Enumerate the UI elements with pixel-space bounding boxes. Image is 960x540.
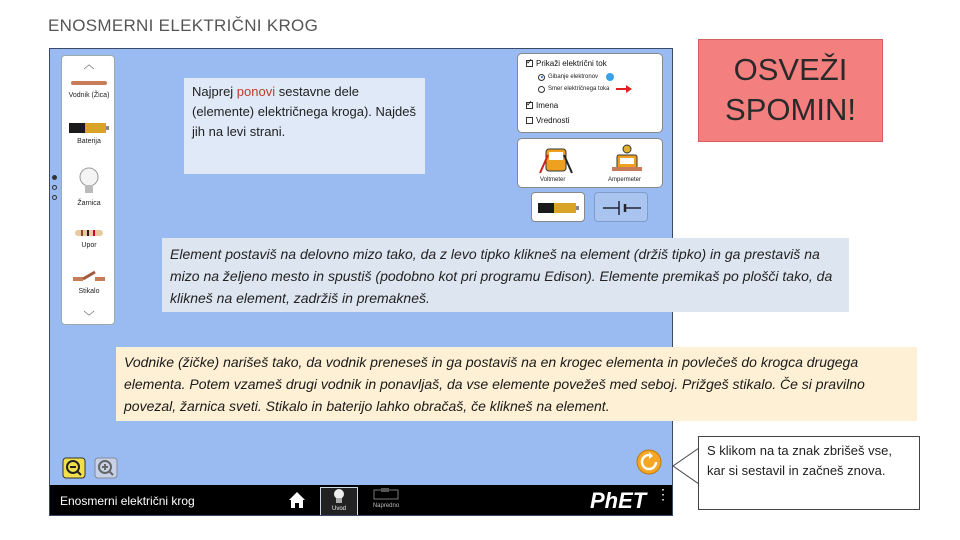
sim-title: Enosmerni električni krog <box>60 494 195 508</box>
toolbox-item-label: Upor <box>81 242 97 249</box>
electrons-radio[interactable] <box>538 72 615 82</box>
switch-icon <box>69 268 109 284</box>
toolbox-item-label: Vodnik (Žica) <box>68 92 110 99</box>
bulb-icon <box>332 488 346 504</box>
nav-tab-label: Uvod <box>331 506 346 512</box>
meters-panel <box>517 138 663 188</box>
toolbox-item-bulb[interactable] <box>62 166 116 207</box>
nav-tab-intro[interactable] <box>320 487 358 516</box>
toolbox-item-switch[interactable] <box>62 268 116 295</box>
voltmeter-icon[interactable] <box>538 145 574 175</box>
scroll-up-icon[interactable]: ︿ <box>83 59 95 71</box>
battery-icon <box>538 203 580 213</box>
page-dot[interactable] <box>52 185 57 190</box>
schematic-battery-icon <box>603 199 641 217</box>
toolbox-item-label: Stikalo <box>78 288 100 295</box>
instruction-components <box>184 78 425 174</box>
toolbox-item-resistor[interactable] <box>62 228 116 249</box>
checkbox-icon <box>526 102 533 109</box>
reset-instruction: S klikom na ta znak zbrišeš vse, kar si sestavil in začneš znova. <box>698 436 920 510</box>
toolbox-item-label: Baterija <box>77 138 101 145</box>
refresh-memory-banner: OSVEŽI SPOMIN! <box>698 39 883 142</box>
zoom-in-icon[interactable] <box>94 457 118 479</box>
scroll-down-icon[interactable]: ﹀ <box>83 311 95 323</box>
wire-icon <box>69 78 109 88</box>
radio-icon <box>538 86 545 93</box>
radio-icon <box>538 74 545 81</box>
resistor-icon <box>69 228 109 238</box>
names-label: Imena <box>536 101 559 110</box>
home-icon[interactable] <box>288 491 306 509</box>
ammeter-label: Ampermeter <box>608 177 642 183</box>
nav-tab-label: Napredno <box>372 503 400 509</box>
checkbox-icon <box>526 60 533 67</box>
show-current-label: Prikaži električni tok <box>536 59 607 68</box>
menu-icon[interactable]: ⋮ <box>656 486 670 502</box>
conventional-label: Smer električnega toka <box>548 86 610 92</box>
phet-logo <box>590 488 646 514</box>
toolbox-item-label: Žarnica <box>77 200 101 207</box>
slide-title: ENOSMERNI ELEKTRIČNI KROG <box>48 16 319 35</box>
toolbox-item-wire[interactable] <box>62 78 116 99</box>
carousel-page-dots[interactable] <box>52 175 57 205</box>
ammeter-icon[interactable] <box>612 143 642 175</box>
current-arrow-icon <box>616 85 632 93</box>
names-checkbox[interactable] <box>526 101 558 110</box>
instruction-wires: Vodnike (žičke) narišeš tako, da vodnik preneseš in ga postaviš na en krogec elementa in povlečeš do krogca drugega elementa. Potem vzameš drugi vodnik in ponavljaš, da vse elemente povežeš med seboj. Prižgeš stikalo. Če si pravilno povezal, žarnica sveti. Stikalo in baterijo lahko obračaš, če klikneš na element. <box>116 347 917 421</box>
instruction-text: sestavne dele (elemente) električnega kroga). Najdeš jih na levi strani. <box>192 84 416 139</box>
highlighted-word: ponovi <box>236 84 276 99</box>
callout-pointer <box>672 446 700 486</box>
component-toolbox <box>61 55 115 325</box>
voltmeter-label: Voltmeter <box>540 177 566 183</box>
instruction-placing: Element postaviš na delovno mizo tako, da z levo tipko klikneš na element (držiš tipko) in ga prestaviš na mizo na željeno mesto in spustiš (podobno kot pri programu Edison). Elemente premikaš po plošči tako, da klikneš na element, zadržiš in premakneš. <box>162 238 849 312</box>
show-current-checkbox[interactable] <box>526 59 607 68</box>
nav-tab-advanced[interactable] <box>368 487 404 514</box>
lifelike-view-toggle[interactable] <box>531 192 585 222</box>
display-options-panel <box>517 53 663 133</box>
electron-icon <box>605 72 615 82</box>
page-dot[interactable] <box>52 175 57 180</box>
phet-logo-text: PhET <box>590 488 647 513</box>
navigation-bar <box>50 485 672 516</box>
electrons-label: Gibanje elektronov <box>548 74 599 80</box>
bulb-icon <box>78 166 100 196</box>
circuit-icon <box>371 487 401 501</box>
reset-all-icon[interactable] <box>636 449 662 475</box>
checkbox-icon <box>526 117 533 124</box>
conventional-current-radio[interactable] <box>538 85 632 93</box>
instruction-text: Najprej <box>192 84 237 99</box>
values-label: Vrednosti <box>536 116 570 125</box>
page-dot[interactable] <box>52 195 57 200</box>
toolbox-item-battery[interactable] <box>62 122 116 145</box>
battery-icon <box>68 122 110 134</box>
values-checkbox[interactable] <box>526 116 570 125</box>
zoom-out-icon[interactable] <box>62 457 86 479</box>
schematic-view-toggle[interactable] <box>594 192 648 222</box>
